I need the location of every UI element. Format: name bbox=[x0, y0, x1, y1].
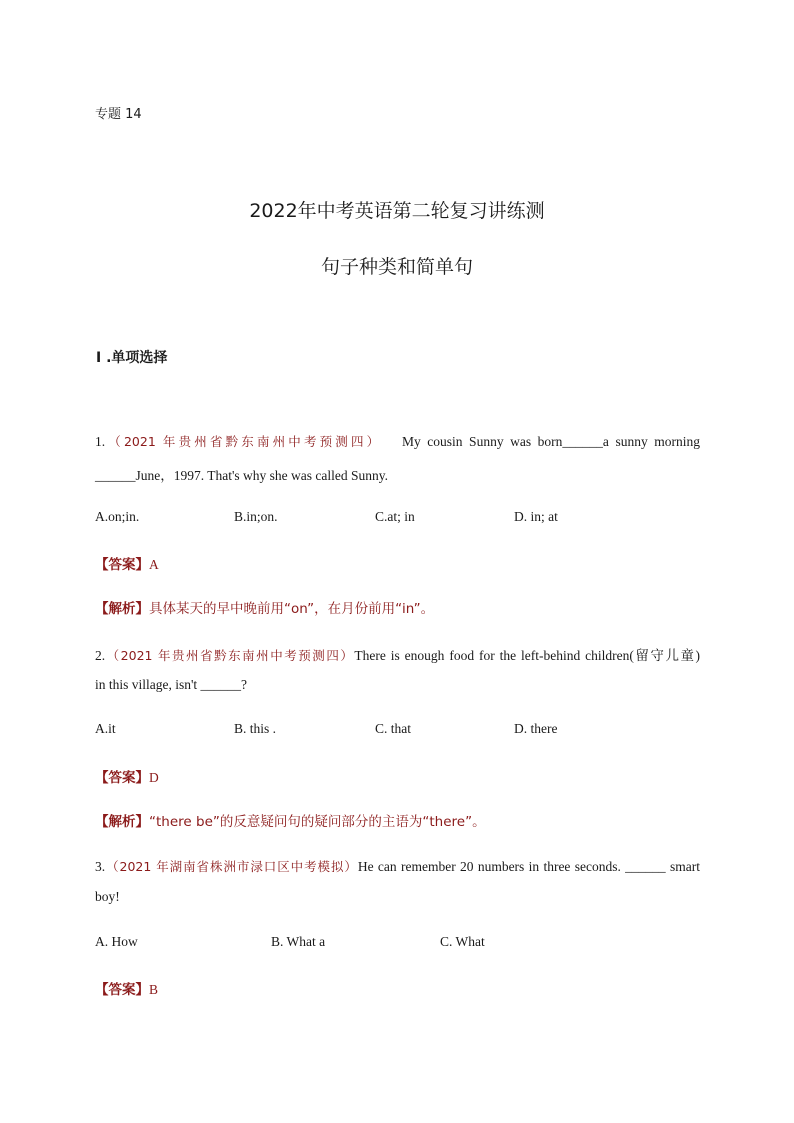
question-3-line-1 bbox=[95, 857, 700, 875]
question-3-line-2: boy! bbox=[95, 889, 120, 904]
question-3-number: 3. bbox=[95, 859, 106, 874]
question-2-analysis bbox=[95, 810, 486, 830]
question-1-option-a: A.on;in. bbox=[95, 509, 140, 524]
question-2-answer bbox=[95, 766, 159, 786]
question-2-source: （2021 年贵州省黔东南州中考预测四） bbox=[105, 648, 355, 663]
section-heading: I .单项选择 bbox=[96, 350, 168, 366]
question-3-answer bbox=[95, 978, 158, 998]
question-1-source: （2021 年贵州省黔东南州中考预测四） bbox=[105, 434, 383, 449]
answer-label: 【答案】 bbox=[95, 557, 149, 573]
analysis-text: 具体某天的早中晚前用“on”，在月份前用“in”。 bbox=[149, 601, 435, 617]
question-1-option-c: C.at; in bbox=[375, 509, 415, 524]
question-1-stem: My cousin Sunny was born______a sunny morning bbox=[401, 434, 700, 449]
question-3-source: （2021 年湖南省株洲市渌口区中考模拟） bbox=[105, 859, 358, 874]
answer-label: 【答案】 bbox=[95, 770, 149, 786]
document-subtitle: 句子种类和简单句 bbox=[320, 256, 473, 278]
question-2-number: 2. bbox=[95, 648, 106, 663]
answer-value: D bbox=[149, 770, 159, 785]
question-1-option-b: B.in;on. bbox=[234, 509, 278, 524]
analysis-label: 【解析】 bbox=[95, 601, 149, 617]
question-2-line-1 bbox=[95, 644, 700, 664]
question-1-answer bbox=[95, 553, 159, 573]
answer-value: A bbox=[149, 557, 159, 572]
question-2-option-c: C. that bbox=[375, 721, 411, 736]
analysis-text: “there be”的反意疑问句的疑问部分的主语为“there”。 bbox=[149, 814, 486, 830]
question-3-option-c: C. What bbox=[440, 934, 485, 949]
question-2-line-2: in this village, isn't ______? bbox=[95, 677, 248, 692]
question-2-option-b: B. this . bbox=[234, 721, 277, 736]
answer-value: B bbox=[149, 982, 159, 997]
answer-label: 【答案】 bbox=[95, 982, 149, 998]
question-2-stem: There is enough food for the left-behind children(留守儿童) bbox=[354, 648, 700, 663]
question-1-line-1 bbox=[95, 432, 700, 450]
question-3-option-b: B. What a bbox=[271, 934, 326, 949]
question-3-option-a: A. How bbox=[95, 934, 138, 949]
question-1-number: 1. bbox=[95, 434, 106, 449]
question-2-option-a: A.it bbox=[95, 721, 116, 736]
question-1-line-2: ______June，1997. That's why she was called Sunny. bbox=[95, 468, 389, 483]
topic-label: 专题 14 bbox=[95, 107, 142, 122]
question-1-analysis bbox=[95, 597, 434, 617]
question-3-stem: He can remember 20 numbers in three seconds. ______ smart bbox=[357, 859, 700, 874]
question-1-option-d: D. in; at bbox=[514, 509, 558, 524]
document-title: 2022年中考英语第二轮复习讲练测 bbox=[249, 200, 545, 222]
question-2-option-d: D. there bbox=[514, 721, 558, 736]
analysis-label: 【解析】 bbox=[95, 814, 149, 830]
